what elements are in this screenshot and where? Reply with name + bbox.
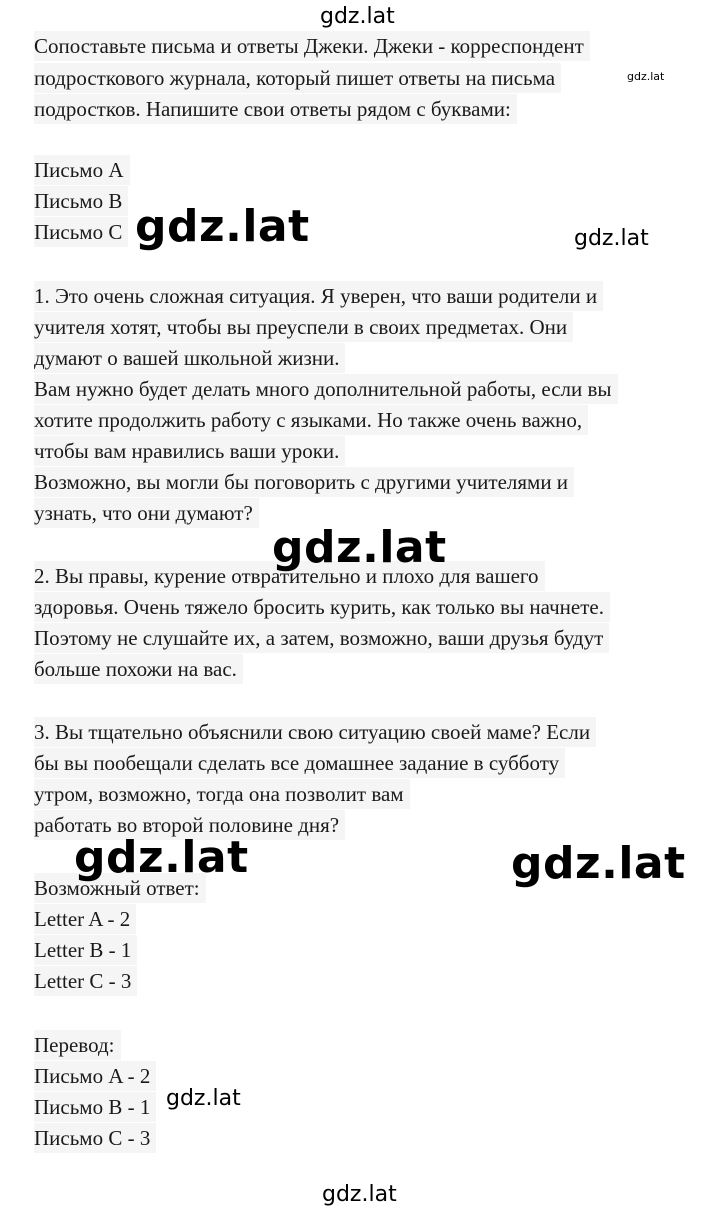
answer1-line-8: узнать, что они думают?: [34, 498, 259, 528]
translation-item-3: Письмо C - 3: [34, 1123, 156, 1153]
answer2-line-4: больше похожи на вас.: [34, 654, 243, 684]
letter-a-label: Письмо A: [34, 155, 130, 185]
possible-answer-heading: Возможный ответ:: [34, 873, 206, 903]
watermark-large-1: gdz.lat: [135, 201, 310, 252]
answer1-line-5: хотите продолжить работу с языками. Но также очень важно,: [34, 405, 588, 435]
answer2-line-3: Поэтому не слушайте их, а затем, возможно, ваши друзья будут: [34, 623, 609, 653]
possible-answer-item-1: Letter A - 2: [34, 904, 136, 934]
watermark-inline-small: gdz.lat: [627, 70, 665, 83]
task-line-1: Сопоставьте письма и ответы Джеки. Джеки - корреспондент: [34, 31, 590, 61]
answer3-line-1: 3. Вы тщательно объяснили свою ситуацию своей маме? Если: [34, 717, 596, 747]
task-line-2: подросткового журнала, который пишет ответы на письма: [34, 63, 561, 93]
answer1-line-7: Возможно, вы могли бы поговорить с другими учителями и: [34, 467, 574, 497]
watermark-top: gdz.lat: [320, 4, 395, 29]
watermark-large-3: gdz.lat: [74, 832, 249, 883]
translation-item-2: Письмо B - 1: [34, 1092, 156, 1122]
task-line-3: подростков. Напишите свои ответы рядом с буквами:: [34, 94, 517, 124]
answer2-line-2: здоровья. Очень тяжело бросить курить, как только вы начнете.: [34, 592, 610, 622]
letter-c-label: Письмо C: [34, 217, 128, 247]
possible-answer-item-2: Letter B - 1: [34, 935, 137, 965]
answer1-line-6: чтобы вам нравились ваши уроки.: [34, 436, 345, 466]
translation-item-1: Письмо A - 2: [34, 1061, 156, 1091]
answer3-line-3: утром, возможно, тогда она позволит вам: [34, 779, 410, 809]
answer3-line-2: бы вы пообещали сделать все домашнее задание в субботу: [34, 748, 565, 778]
answer1-line-1: 1. Это очень сложная ситуация. Я уверен, что ваши родители и: [34, 281, 603, 311]
answer1-line-3: думают о вашей школьной жизни.: [34, 343, 345, 373]
letter-b-label: Письмо B: [34, 186, 128, 216]
watermark-large-4: gdz.lat: [511, 838, 686, 889]
answer1-line-2: учителя хотят, чтобы вы преуспели в своих предметах. Они: [34, 312, 573, 342]
answer3-line-4: работать во второй половине дня?: [34, 810, 345, 840]
possible-answer-item-3: Letter C - 3: [34, 966, 137, 996]
watermark-large-2: gdz.lat: [272, 522, 447, 573]
answer2-line-1: 2. Вы правы, курение отвратительно и плохо для вашего: [34, 561, 545, 591]
translation-heading: Перевод:: [34, 1030, 121, 1060]
watermark-inline-lower: gdz.lat: [166, 1086, 241, 1111]
answer1-line-4: Вам нужно будет делать много дополнительной работы, если вы: [34, 374, 618, 404]
watermark-right-1: gdz.lat: [574, 226, 649, 251]
watermark-bottom: gdz.lat: [322, 1182, 397, 1207]
